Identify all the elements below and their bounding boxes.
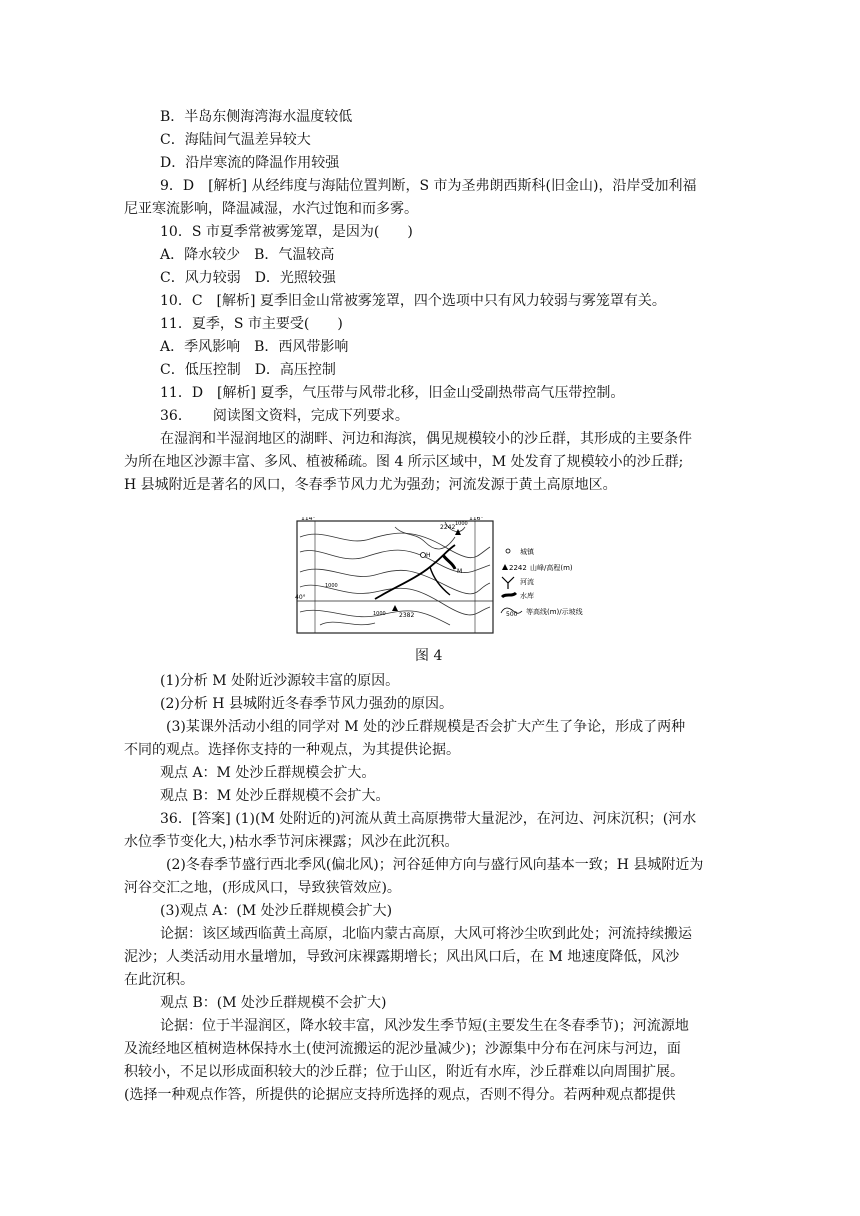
- map-legend: [500, 517, 640, 635]
- svg-text:M: M: [457, 568, 463, 575]
- text-line: 为所在地区沙源丰富、多风、植被稀疏。图 4 所示区域中，M 处发育了规模较小的沙丘群;: [124, 454, 684, 470]
- svg-text:114°: 114°: [301, 517, 316, 522]
- topographic-map: [295, 517, 495, 635]
- text-line: 论据：位于半湿润区，降水较丰富，风沙发生季节短(主要发生在冬春季节)；河流源地: [160, 1018, 689, 1034]
- text-line: 10．S 市夏季常被雾笼罩，是因为( ): [160, 224, 413, 240]
- text-line: 36． 阅读图文资料，完成下列要求。: [160, 408, 409, 424]
- text-line: 9．D [解析] 从经纬度与海陆位置判断，S 市为圣弗朗西斯科(旧金山)，沿岸受加利福: [160, 178, 697, 194]
- svg-text:1000: 1000: [373, 611, 386, 617]
- svg-text:水库: 水库: [520, 592, 534, 600]
- text-line: 11．D [解析] 夏季，气压带与风带北移，旧金山受副热带高气压带控制。: [160, 385, 625, 401]
- text-line: 尼亚寒流影响，降温减湿，水汽过饱和而多雾。: [124, 201, 418, 217]
- town-legend-icon: [506, 549, 510, 553]
- text-line: B．半岛东侧海湾海水温度较低: [160, 109, 353, 125]
- text-line: 泥沙；人类活动用水量增加，导致河床裸露期增长；风出风口后，在 M 地速度降低，风沙: [124, 949, 680, 965]
- text-line: H 县城附近是著名的风口，冬春季节风力尤为强劲；河流发源于黄土高原地区。: [124, 477, 617, 493]
- reservoir-legend-icon: [502, 593, 516, 597]
- text-line: 观点 B：M 处沙丘群规模不会扩大。: [160, 788, 390, 804]
- svg-text:2382: 2382: [399, 612, 415, 619]
- svg-text:500: 500: [506, 611, 518, 618]
- figure-caption: 图 4: [415, 648, 443, 664]
- text-line: (选择一种观点作答，所提供的论据应支持所选择的观点，否则不得分。若两种观点都提供: [124, 1087, 676, 1103]
- svg-text:1000: 1000: [325, 583, 338, 589]
- text-line: 观点 A：M 处沙丘群规模会扩大。: [160, 765, 376, 781]
- text-line: 36．[答案] (1)(M 处附近的)河流从黄土高原携带大量泥沙，在河边、河床沉积；(河水: [160, 811, 697, 827]
- svg-text:2242: 2242: [509, 564, 527, 572]
- text-line: 河谷交汇之地，(形成风口，导致狭管效应)。: [124, 880, 401, 896]
- svg-text:河流: 河流: [520, 578, 534, 586]
- svg-text:山峰/高程(m): 山峰/高程(m): [530, 564, 573, 572]
- text-line: (1)分析 M 处附近沙源较丰富的原因。: [160, 673, 400, 689]
- text-line: A．降水较少 B．气温较高: [160, 247, 335, 263]
- text-line: (3)观点 A：(M 处沙丘群规模会扩大): [160, 903, 393, 919]
- text-line: 水位季节变化大，)枯水季节河床裸露；风沙在此沉积。: [124, 834, 459, 850]
- svg-text:1000: 1000: [455, 521, 468, 527]
- text-line: (3)某课外活动小组的同学对 M 处的沙丘群规模是否会扩大产生了争论，形成了两种: [166, 719, 686, 735]
- svg-text:116°: 116°: [469, 517, 484, 522]
- text-line: (2)分析 H 县城附近冬春季节风力强劲的原因。: [160, 696, 453, 712]
- text-line: C．低压控制 D．高压控制: [160, 362, 336, 378]
- text-line: A．季风影响 B．西风带影响: [160, 339, 349, 355]
- text-line: (2)冬春季节盛行西北季风(偏北风)；河谷延伸方向与盛行风向基本一致；H 县城附近为: [166, 857, 704, 873]
- text-line: 积较小，不足以形成面积较大的沙丘群；位于山区，附近有水库，沙丘群难以向周围扩展。: [124, 1064, 684, 1080]
- svg-text:H: H: [426, 552, 431, 559]
- text-line: 不同的观点。选择你支持的一种观点，为其提供论据。: [124, 742, 460, 758]
- river-legend-icon: [502, 577, 514, 589]
- svg-text:等高线(m)/示坡线: 等高线(m)/示坡线: [526, 608, 583, 616]
- text-line: 在此沉积。: [124, 972, 194, 988]
- svg-text:40°: 40°: [295, 594, 306, 601]
- text-line: 观点 B：(M 处沙丘群规模不会扩大): [160, 995, 387, 1011]
- text-line: D．沿岸寒流的降温作用较强: [160, 155, 340, 171]
- text-line: 11．夏季，S 市主要受( ): [160, 316, 343, 332]
- text-line: 在湿润和半湿润地区的湖畔、河边和海滨，偶见规模较小的沙丘群，其形成的主要条件: [160, 431, 692, 447]
- text-line: 及流经地区植树造林保持水土(使河流搬运的泥沙量减少)；沙源集中分布在河床与河边，面: [124, 1041, 681, 1057]
- peak-legend-icon: [502, 564, 508, 570]
- text-line: 10．C [解析] 夏季旧金山常被雾笼罩，四个选项中只有风力较弱与雾笼罩有关。: [160, 293, 666, 309]
- text-line: C．风力较弱 D．光照较强: [160, 270, 336, 286]
- svg-text:2242: 2242: [440, 524, 456, 531]
- svg-text:城镇: 城镇: [520, 548, 534, 556]
- text-line: 论据：该区域西临黄土高原，北临内蒙古高原，大风可将沙尘吹到此处；河流持续搬运: [160, 926, 692, 942]
- text-line: C．海陆间气温差异较大: [160, 132, 311, 148]
